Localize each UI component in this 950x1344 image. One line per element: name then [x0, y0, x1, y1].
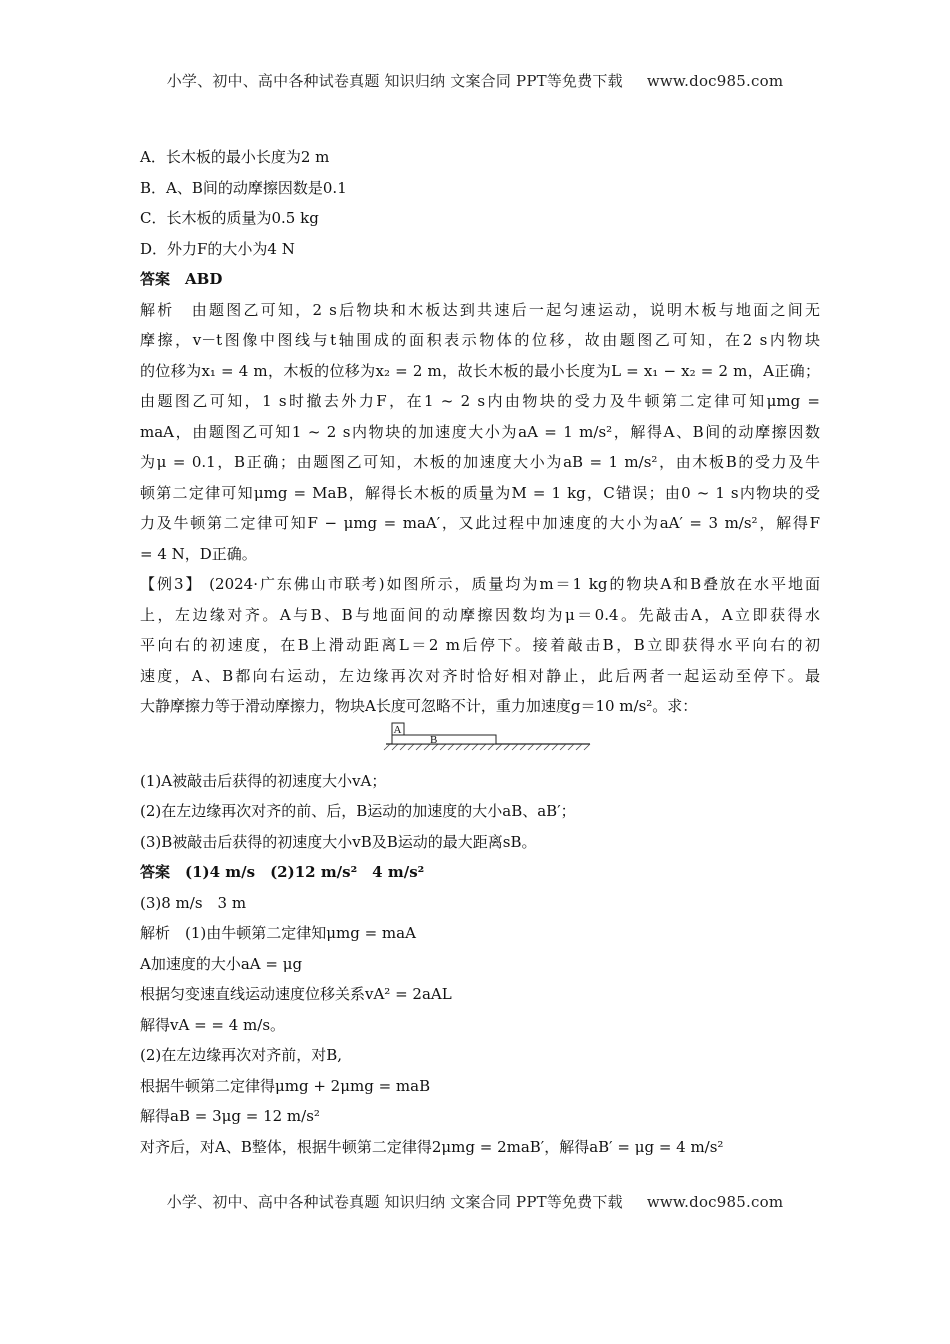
analysis-line: 顿第二定律可知μmg = MaB，解得长木板的质量为M = 1 kg，C错误；由0 ~ 1 s内物块的受 [140, 483, 820, 502]
example-3-line: 大静摩擦力等于滑动摩擦力，物块A长度可忽略不计，重力加速度g＝10 m/s²。求： [140, 697, 698, 715]
example-3-line: 平向右的初速度，在B上滑动距离L＝2 m后停下。接着敲击B，B立即获得水平向右的初 [140, 636, 820, 654]
analysis-line: = 4 N，D正确。 [140, 544, 257, 563]
option-d: D．外力F的大小为4 N [140, 239, 295, 258]
example-3-line: 上，左边缘对齐。A与B、B与地面间的动摩擦因数均为μ＝0.4。先敲击A，A立即获得水 [140, 605, 820, 624]
footer-text: 小学、初中、高中各种试卷真题 知识归纳 文案合同 PPT等免费下载 [166, 1193, 623, 1211]
ground-hatch [384, 744, 590, 750]
solution-line: 解得vA = = 4 m/s。 [140, 1015, 286, 1034]
question-2: (2)在左边缘再次对齐的前、后，B运动的加速度的大小aB、aB′； [140, 802, 576, 820]
analysis-line: 解析 由题图乙可知，2 s后物块和木板达到共速后一起匀速运动，说明木板与地面之间无 [140, 300, 820, 319]
analysis-line: 力及牛顿第二定律可知F − μmg = maA′，又此过程中加速度的大小为aA′ = 3 m/s²，解得F [140, 514, 820, 532]
solution-line: 对齐后，对A、B整体，根据牛顿第二定律得2μmg = 2maB′，解得aB′ = μg = 4 m/s² [140, 1137, 724, 1156]
answer-line: (3)8 m/s 3 m [140, 893, 247, 912]
page-header [0, 70, 950, 91]
footer-site: www.doc985.com [646, 1193, 784, 1211]
document-body [140, 142, 820, 1162]
block-b [392, 735, 496, 744]
analysis-line: 摩擦，v－t图像中图线与t轴围成的面积表示物体的位移，故由题图乙可知，在2 s内物块 [140, 331, 820, 349]
blocks-figure [140, 722, 820, 766]
example-3-line: 速度，A、B都向右运动，左边缘再次对齐时恰好相对静止，此后两者一起运动至停下。最 [140, 666, 820, 685]
answer-line: 答案 (1)4 m/s (2)12 m/s² 4 m/s² [140, 863, 425, 881]
question-1: (1)A被敲击后获得的初速度大小vA； [140, 771, 387, 790]
solution-line: A加速度的大小aA = μg [140, 954, 303, 973]
example-3-line: 【例3】 (2024·广东佛山市联考)如图所示，质量均为m＝1 kg的物块A和B叠放在水平地面 [140, 575, 820, 593]
answer-line: 答案 ABD [140, 270, 223, 288]
solution-line: (2)在左边缘再次对齐前，对B, [140, 1046, 343, 1064]
block-b-label: B [430, 733, 438, 746]
analysis-line: 的位移为x₁ = 4 m，木板的位移为x₂ = 2 m，故长木板的最小长度为L = x₁ − x₂ = 2 m，A正确； [140, 361, 820, 380]
header-site: www.doc985.com [646, 72, 784, 90]
blocks-diagram [378, 722, 598, 762]
solution-line: 解析 (1)由牛顿第二定律知μmg = maA [140, 924, 416, 942]
option-c: C．长木板的质量为0.5 kg [140, 209, 319, 227]
question-3: (3)B被敲击后获得的初速度大小vB及B运动的最大距离sB。 [140, 832, 537, 851]
solution-line: 解得aB = 3μg = 12 m/s² [140, 1107, 320, 1125]
option-a: A．长木板的最小长度为2 m [140, 148, 330, 166]
analysis-line: 由题图乙可知，1 s时撤去外力F，在1 ~ 2 s内由物块的受力及牛顿第二定律可知μmg = [140, 392, 820, 410]
solution-line: 根据匀变速直线运动速度位移关系vA² = 2aAL [140, 985, 452, 1003]
solution-line: 根据牛顿第二定律得μmg + 2μmg = maB [140, 1076, 431, 1095]
block-a-label: A [393, 723, 402, 736]
analysis-line: 为μ = 0.1，B正确；由题图乙可知，木板的加速度大小为aB = 1 m/s²，由木板B的受力及牛 [140, 453, 820, 471]
page-footer [0, 1191, 950, 1212]
option-b: B．A、B间的动摩擦因数是0.1 [140, 178, 347, 197]
header-text: 小学、初中、高中各种试卷真题 知识归纳 文案合同 PPT等免费下载 [166, 72, 623, 90]
analysis-line: maA，由题图乙可知1 ~ 2 s内物块的加速度大小为aA = 1 m/s²，解得A、B间的动摩擦因数 [140, 422, 820, 441]
